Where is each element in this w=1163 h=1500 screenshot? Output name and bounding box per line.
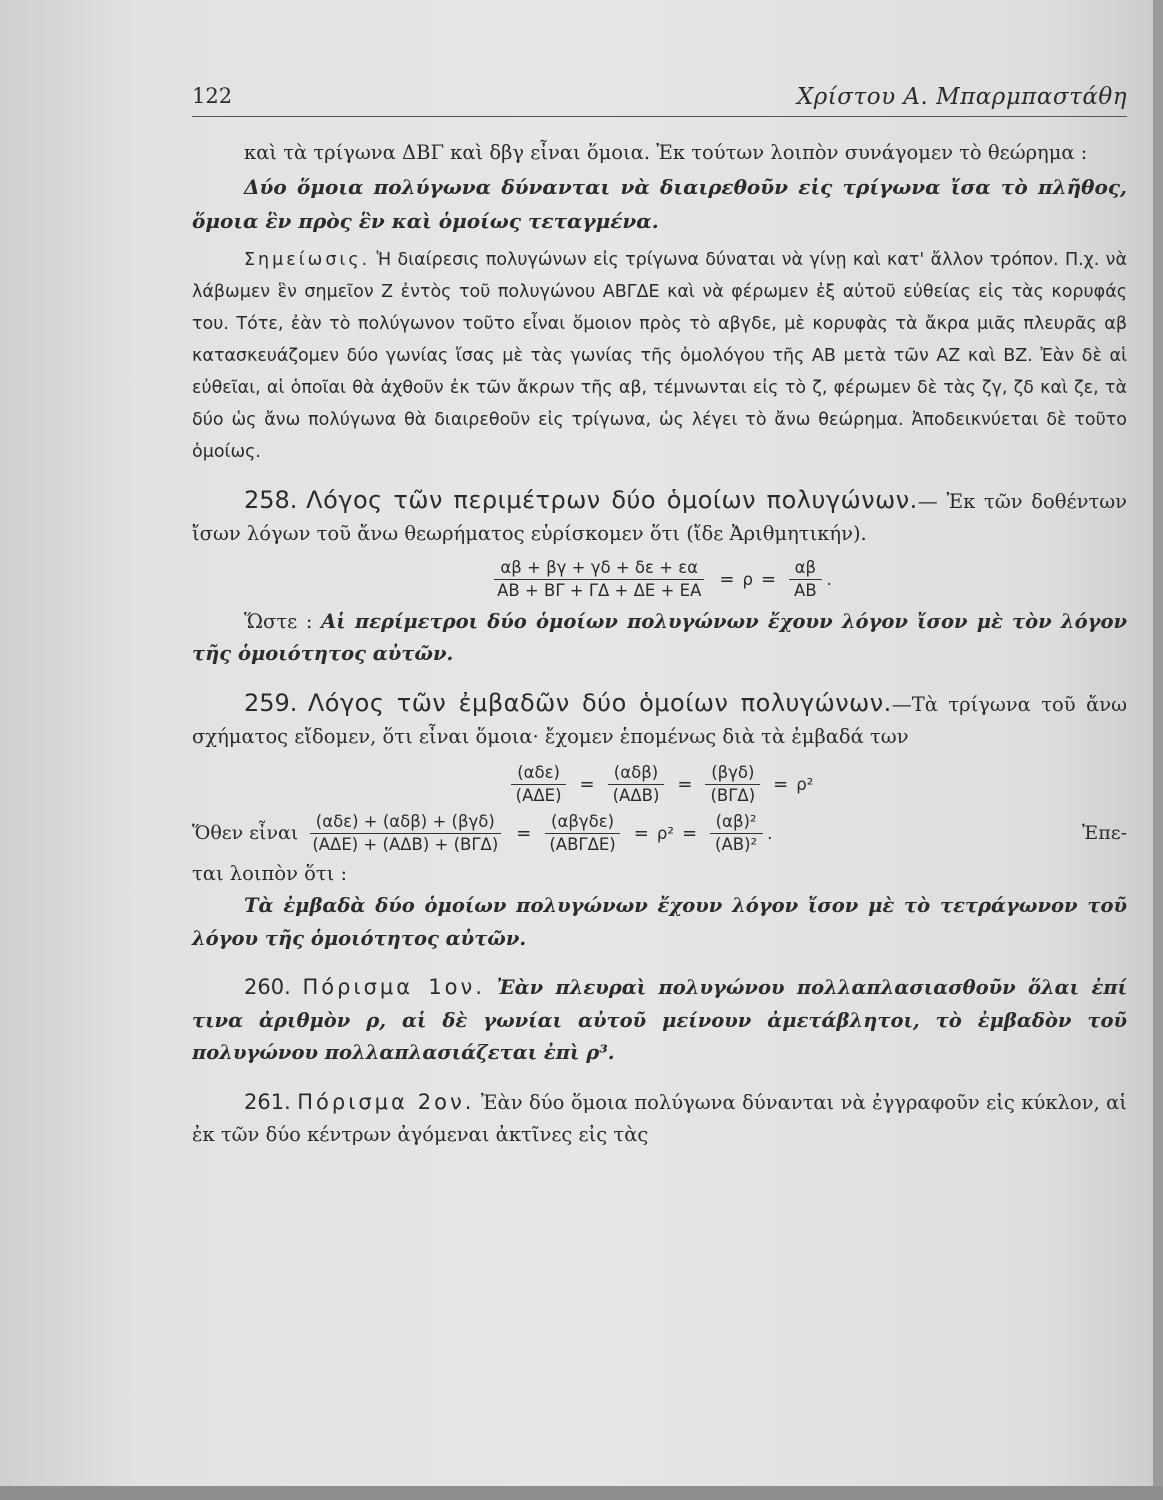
corollary-1 [192,971,1127,1070]
area-fraction-1 [510,762,568,807]
remark-paragraph [192,244,1127,468]
area-sum-equation [192,811,1127,856]
section-258-number: 258. [244,485,298,514]
equals-sign: = [677,773,693,795]
theorem-statement: Δύο ὅμοια πολύγωνα δύνανται νὰ διαιρεθοῦν εἰς τρίγωνα ἴσα τὸ πλῆθος, ὅμοια ἓν πρὸς ἓν καὶ ὁμοίως τεταγμένα. [192,174,1127,233]
fraction-numerator: (αδβ) [608,762,664,785]
section-259-text: Τὰ τρίγωνα τοῦ ἄνω σχήματος εἴδομεν, ὅτι εἶναι ὅμοια· ἔχομεν ἑπομένως διὰ τὰ ἐμβαδά των [192,692,1127,748]
page-number: 122 [192,84,233,108]
section-259-heading [192,687,1127,754]
fraction-denominator: (ΑΒ)² [715,834,758,854]
section-260 [192,971,1127,1070]
section-258-title: Λόγος τῶν περιμέτρων δύο ὁμοίων πολυγώνων. [306,485,918,514]
area-fraction-2 [607,762,666,807]
page-content [192,60,1127,1152]
perimeter-fraction [491,557,707,602]
equals-sign: = [633,822,649,844]
corollary-2 [192,1086,1127,1152]
ratio-numerator: αβ [789,557,822,580]
fraction-numerator: (αδε) [511,762,566,785]
equals-sign: = [681,822,698,844]
remark-label: Σημείωσις. [244,249,371,270]
perimeter-numerator: αβ + βγ + γδ + δε + εα [494,557,704,580]
perimeter-denominator: ΑΒ + ΒΓ + ΓΔ + ΔΕ + ΕΑ [497,580,702,600]
fraction-denominator: (ΑΔΕ) + (ΑΔΒ) + (ΒΓΔ) [312,834,499,854]
section-258-text: Ἐκ τῶν δοθέντων ἴσων λόγων τοῦ ἄνω θεωρήματος εὑρίσκομεν ὅτι (ἴδε Ἀριθμητικήν). [192,489,1128,545]
section-258-conclusion [192,606,1127,671]
fraction-denominator: (ΑΒΓΔΕ) [549,834,616,854]
equation-lead: Ὅθεν εἶναι [192,822,299,844]
sum-fraction [306,811,504,856]
section-259-dash: — [891,691,912,716]
area-ratio-equation [192,762,1127,807]
section-259 [192,687,1127,956]
section-258-dash: — [917,488,938,513]
intro-paragraph: καὶ τὰ τρίγωνα ΔΒΓ καὶ δβγ εἶναι ὅμοια. Ἐκ τούτων λοιπὸν συνάγομεν τὸ θεώρημα : [244,141,1088,164]
section-258-heading [192,484,1127,551]
corollary-1-text: Ἐὰν πλευραὶ πολυγώνου πολλαπλασιασθοῦν ὅλαι ἐπί τινα ἀριθμὸν ρ, αἱ δὲ γωνίαι αὐτοῦ μείνουν ἀμετάβλητοι, τὸ ἐμβαδὸν τοῦ πολυγώνου πολλαπλασιάζεται ἐπὶ ρ³. [192,976,1128,1064]
perimeter-equation [192,557,1127,602]
running-header [192,60,1127,117]
remark-text: Ἡ διαίρεσις πολυγώνων εἰς τρίγωνα δύναται νὰ γίνῃ καὶ κατ' ἄλλον τρόπον. Π.χ. νὰ λάβωμεν ἓν σημεῖον Ζ ἐντὸς τοῦ πολυγώνου ΑΒΓΔΕ καὶ νὰ φέρωμεν ἐξ αὐτοῦ εὐθείας εἰς τὰς κορυφάς του. Τότε, ἐὰν τὸ πολύγωνον τοῦτο εἶναι ὅμοιον πρὸς τὸ αβγδε, μὲ κορυφὰς τὰ ἄκρα μιᾶς πλευρᾶς αβ κατασκευάζομεν δύο γωνίας ἴσας μὲ τὰς γωνίας τῆς ὁμολόγου τῆς ΑΒ μετὰ τῶν ΑΖ καὶ ΒΖ. Ἐὰν δὲ αἱ εὐθεῖαι, αἱ ὁποῖαι θὰ ἀχθοῦν ἐκ τῶν ἄκρων τῆς αβ, τέμνωνται εἰς τὸ ζ, φέρωμεν δὲ τὰς ζγ, ζδ καὶ ζε, τὰ δύο ὡς ἄνω πολύγωνα θὰ διαιρεθοῦν εἰς τρίγωνα, ὡς λέγει τὸ ἄνω θεώρημα. Ἀποδεικνύεται δὲ τοῦτο ὁμοίως. [192,249,1127,462]
side-square-fraction [709,811,763,856]
corollary-1-label: Πόρισμα 1ον. [302,975,485,999]
fraction-denominator: (ΒΓΔ) [710,785,756,805]
running-head: Χρίστου Α. Μπαρμπαστάθη [796,84,1127,110]
area-theorem: Τὰ ἐμβαδὰ δύο ὁμοίων πολυγώνων ἔχουν λόγον ἴσον μὲ τὸ τετράγωνον τοῦ λόγου τῆς ὁμοιότητος αὐτῶν. [192,894,1127,950]
fraction-denominator: (ΑΔΕ) [515,785,562,805]
fraction-numerator: (αδε) + (αδβ) + (βγδ) [310,811,501,834]
fraction-numerator: (αβγδε) [545,811,620,834]
section-261-number: 261. [244,1089,291,1114]
rho-symbol: ρ [742,569,753,589]
section-259-after: ται λοιπὸν ὅτι : [192,861,348,885]
equation-period: . [826,569,832,589]
equals-sign: = [579,773,595,795]
page-edge-right [1153,0,1163,1500]
corollary-2-label: Πόρισμα 2ον. [297,1089,475,1114]
section-258 [192,484,1127,671]
section-259-number: 259. [244,688,298,717]
hyphenated-word-start: Ἐπε- [1082,822,1127,844]
fraction-denominator: (ΑΔΒ) [612,785,660,805]
fraction-numerator: (αβ)² [710,811,763,834]
equation-period: . [767,823,773,843]
section-259-title: Λόγος τῶν ἐμβαδῶν δύο ὁμοίων πολυγώνων. [307,688,892,717]
equals-sign: = [719,568,735,590]
equals-sign: = [760,568,777,590]
equals-sign: = [516,822,532,844]
rho-squared: ρ² [796,774,814,794]
section-261 [192,1086,1127,1152]
fraction-numerator: (βγδ) [705,762,760,785]
ratio-fraction [788,557,823,602]
equals-sign: = [773,773,789,795]
area-fraction-3 [704,762,761,807]
polygon-area-fraction [543,811,621,856]
corollary-2-text: Ἐὰν δύο ὅμοια πολύγωνα δύνανται νὰ ἐγγραφοῦν εἰς κύκλον, αἱ ἐκ τῶν δύο κέντρων ἀγόμεναι ἀκτῖνες εἰς τὰς [192,1090,1127,1146]
ratio-denominator: ΑΒ [794,580,817,600]
conclusion-lead: Ὥστε : [244,609,313,633]
section-260-number: 260. [244,975,291,999]
perimeter-theorem: Αἱ περίμετροι δύο ὁμοίων πολυγώνων ἔχουν λόγον ἴσον μὲ τὸν λόγον τῆς ὁμοιότητος αὐτῶν. [192,609,1128,665]
rho-squared: ρ² [656,823,674,843]
page-edge-bottom [0,1486,1163,1500]
